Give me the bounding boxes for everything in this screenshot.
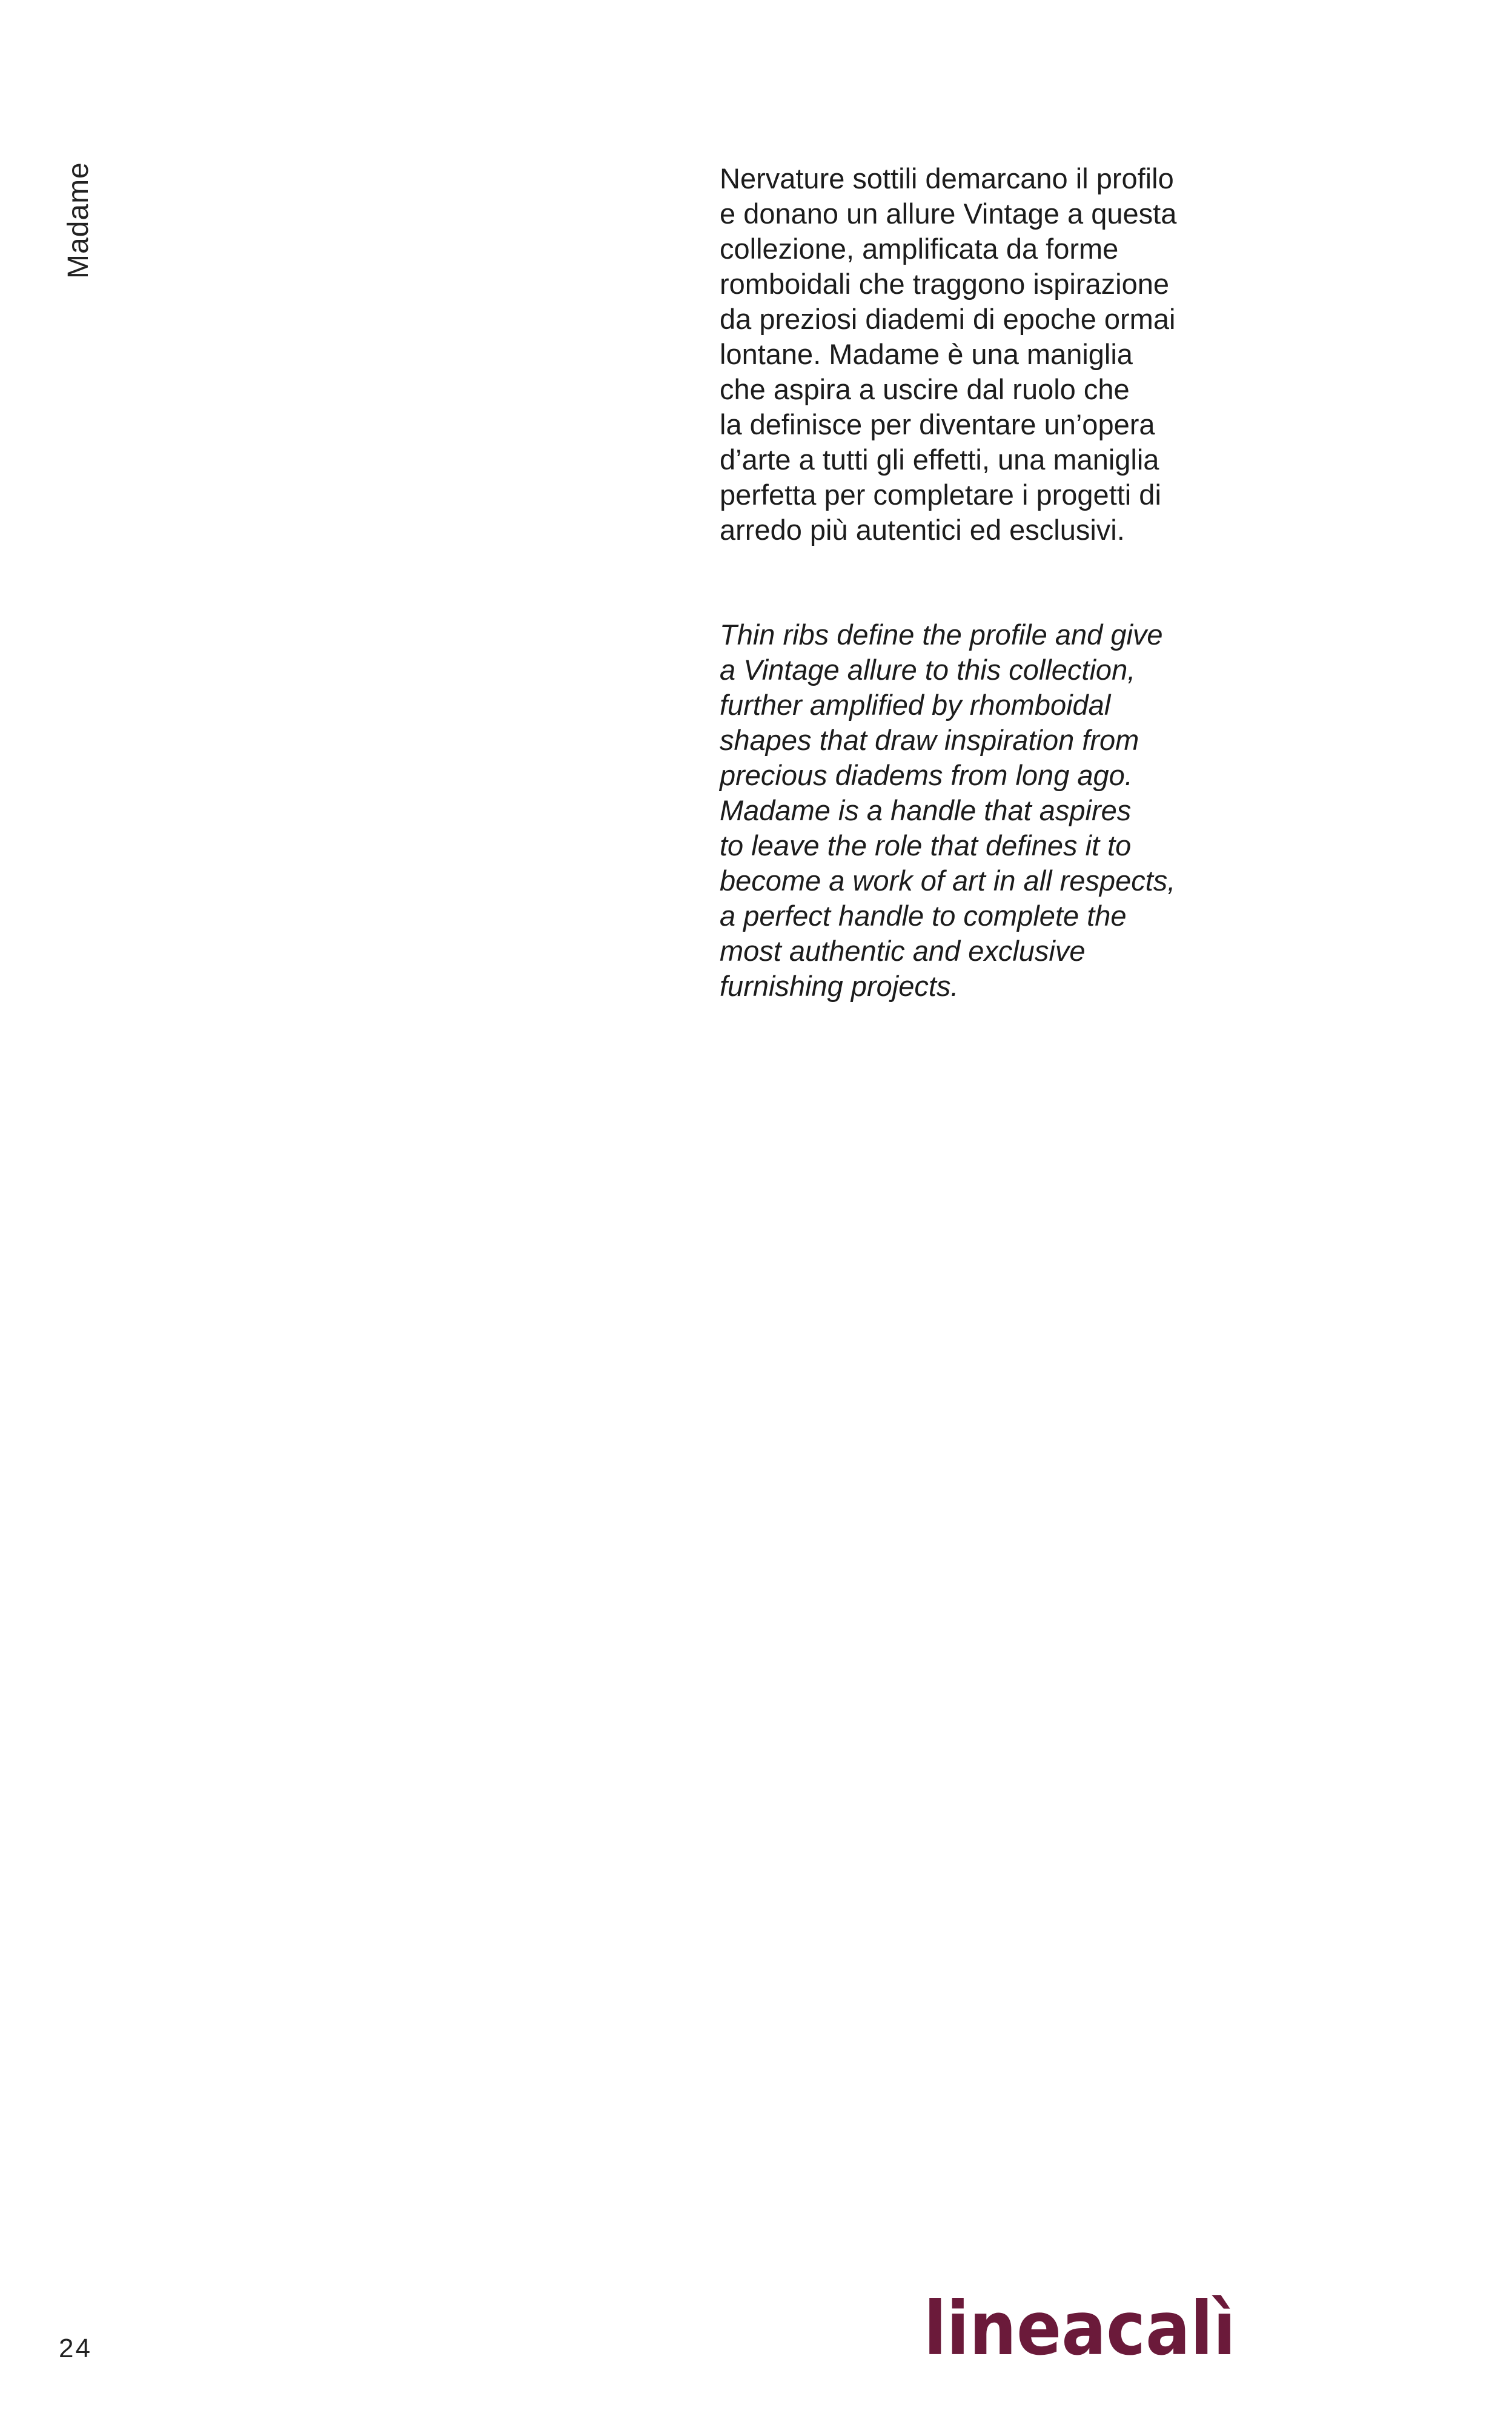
section-title-text: Madame: [62, 162, 94, 279]
body-text-column: [720, 161, 1253, 1004]
italian-paragraph: Nervature sottili demarcano il profilo e donano un allure Vintage a questa collezione, amplificata da forme romboidali che traggono ispirazione da preziosi diademi di epoche ormai lontane. Madame è una maniglia che aspira a uscire dal ruolo che la definisce per diventare un’opera d’arte a tutti gli effetti, una maniglia perfetta per completare i progetti di arredo più autentici ed esclusivi.: [720, 162, 1177, 546]
section-title-vertical: [61, 151, 97, 279]
page-number: 24: [59, 2334, 92, 2363]
english-paragraph: Thin ribs define the profile and give a Vintage allure to this collection, further amplified by rhomboidal shapes that draw inspiration from precious diadems from long ago. Madame is a handle that aspires to leave the role that defines it to become a work of art in all respects, a perfect handle to complete the most authentic and exclusive furnishing projects.: [720, 619, 1176, 1002]
brand-logo: [924, 2289, 1239, 2368]
brand-logo-graphic: [924, 2289, 1239, 2368]
svg-text:lineacalì: lineacalì: [924, 2289, 1236, 2368]
